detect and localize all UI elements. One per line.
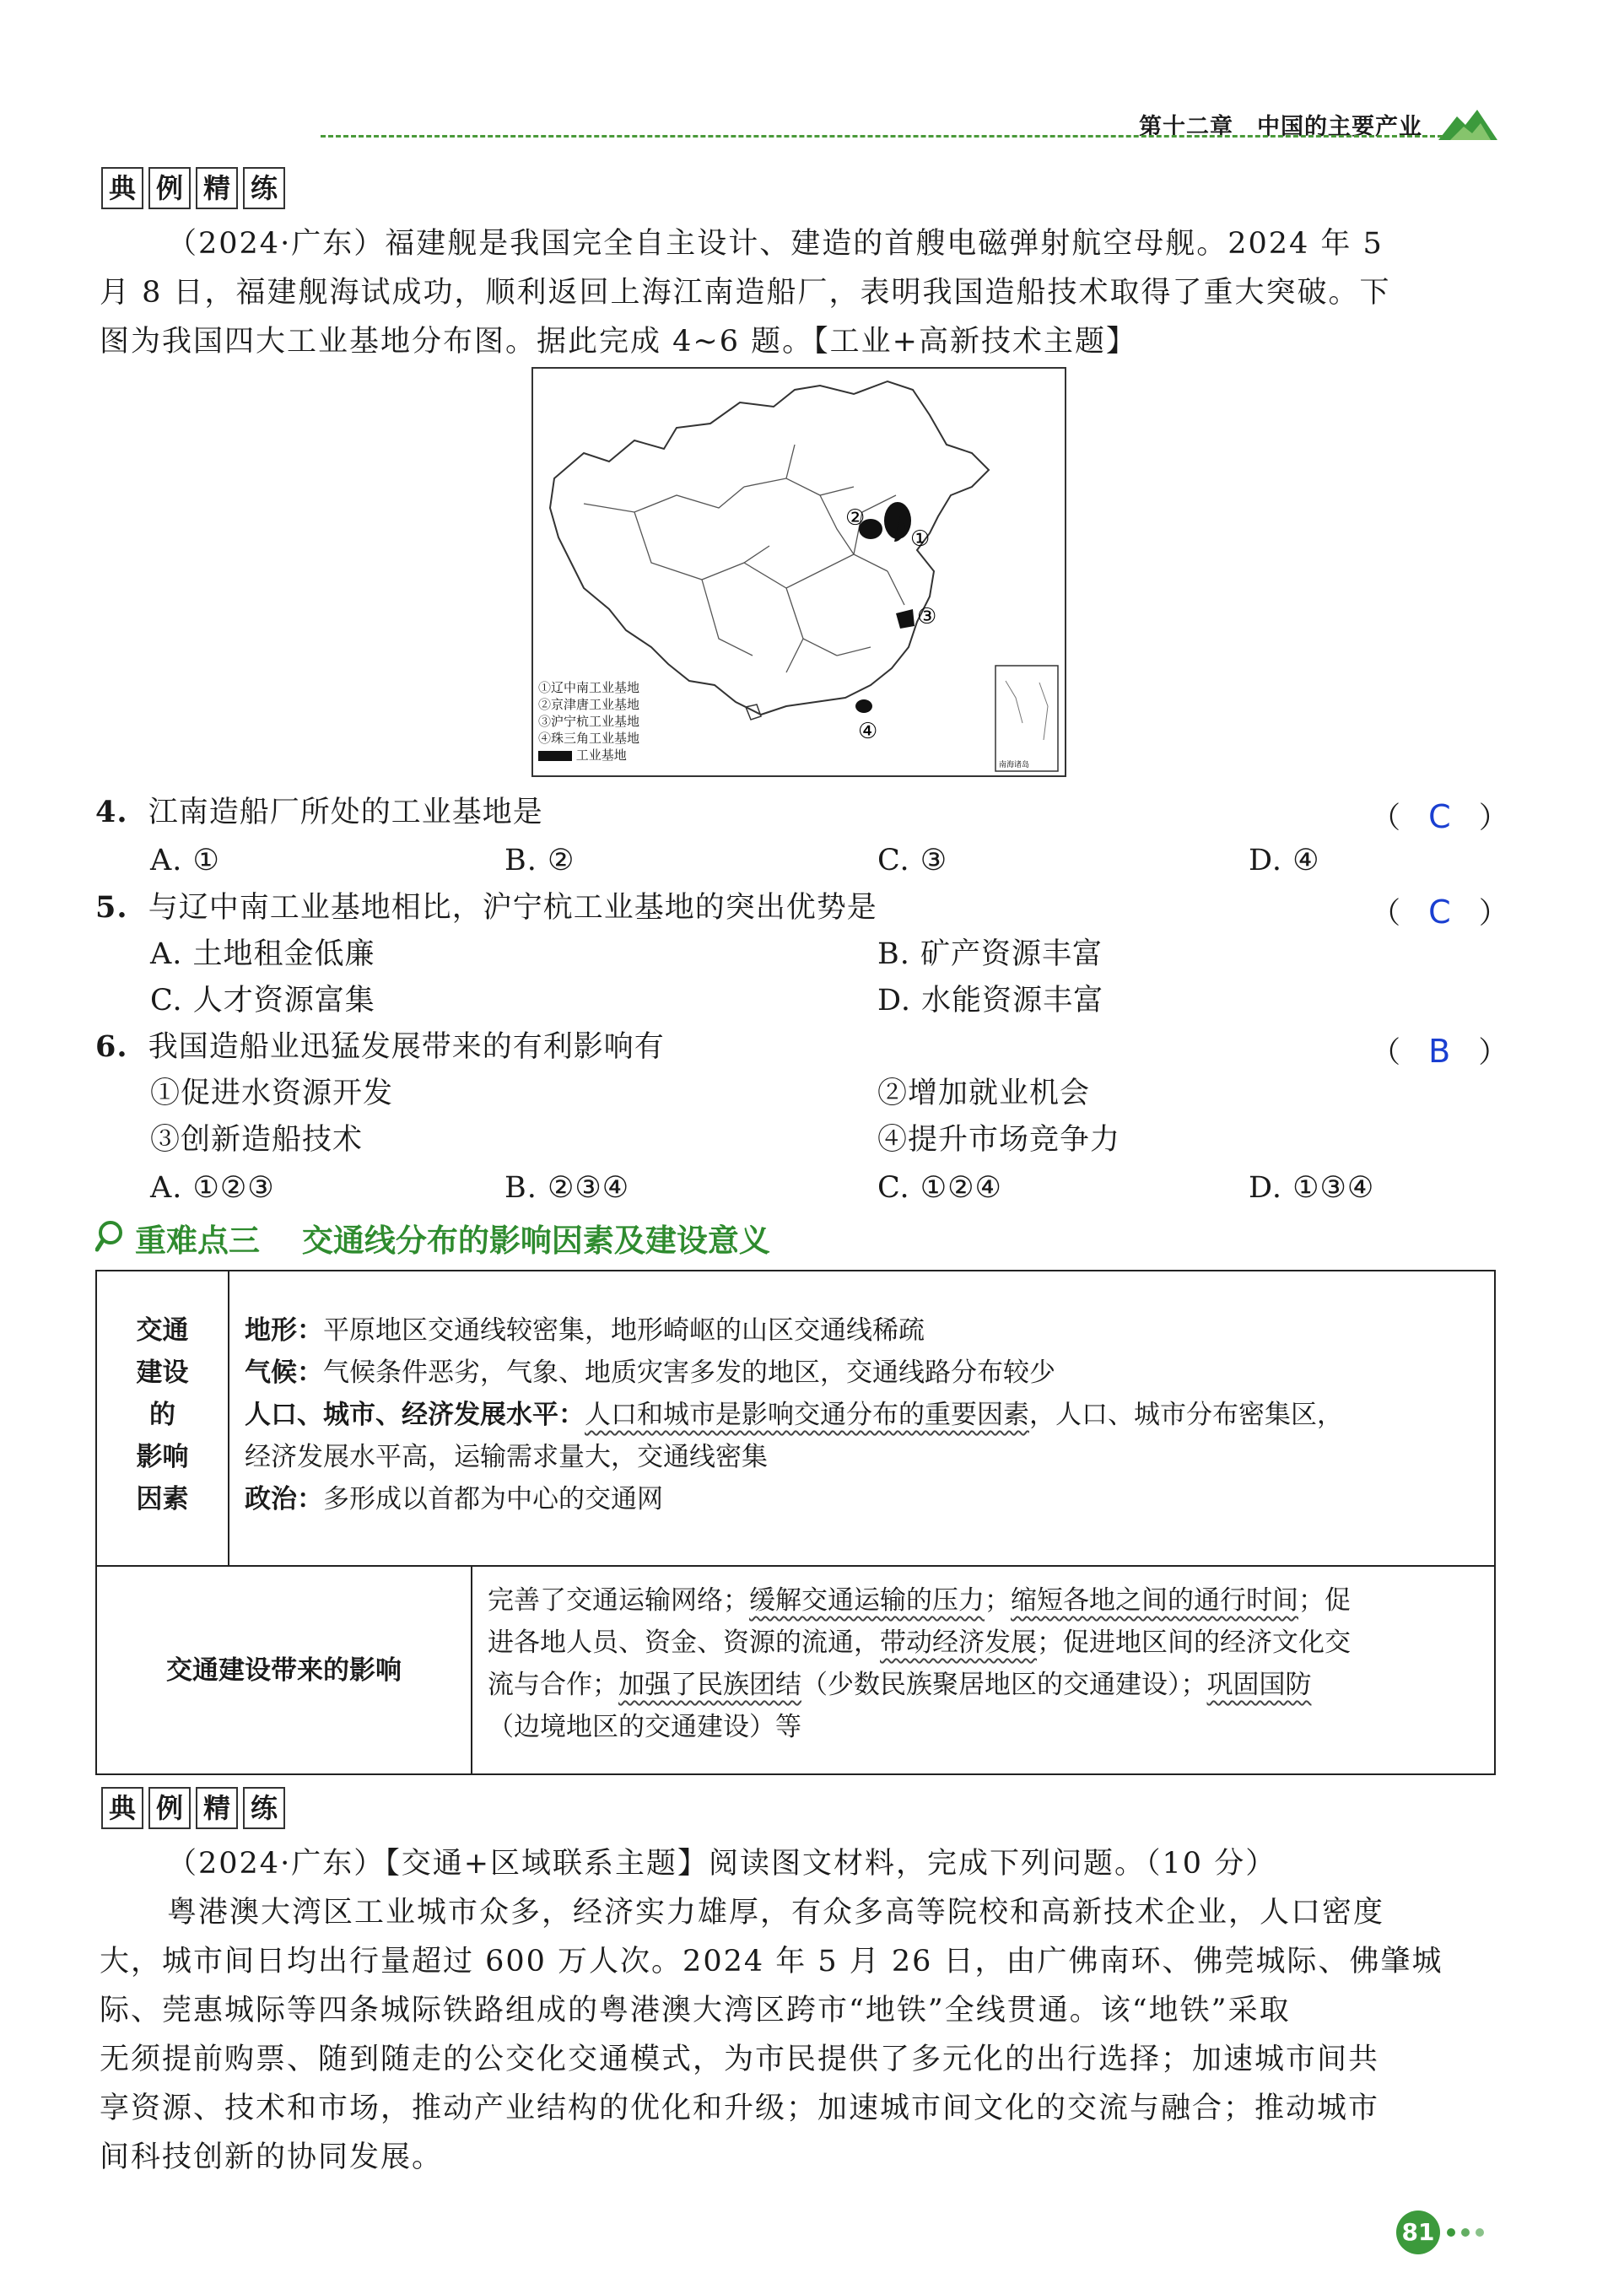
question-4 xyxy=(95,789,543,836)
question-stem: 我国造船业迅猛发展带来的有利影响有 xyxy=(148,1030,665,1064)
material-line: 大，城市间日均出行量超过 600 万人次。2024 年 5 月 26 日，由广佛南环、佛莞城际、佛肇城 xyxy=(100,1945,1443,1978)
answer-value: C xyxy=(1428,893,1451,931)
chapter-header: 第十二章 中国的主要产业 xyxy=(1139,114,1422,140)
china-industrial-base-map xyxy=(531,367,1066,777)
tag-char: 例 xyxy=(148,1787,191,1829)
statement-item: ①促进水资源开发 xyxy=(150,1077,394,1110)
impact-text: 完善了交通运输网络； xyxy=(488,1585,749,1616)
factors-cell xyxy=(245,1309,1485,1520)
industrial-base-markers xyxy=(855,502,915,713)
label-char: 的 xyxy=(149,1400,175,1430)
statement-item: ②增加就业机会 xyxy=(877,1077,1091,1110)
answer-value: C xyxy=(1428,798,1451,835)
material-line: 粤港澳大湾区工业城市众多，经济实力雄厚，有众多高等院校和高新技术企业，人口密度 xyxy=(167,1896,1385,1930)
example-tag-1 xyxy=(101,167,285,209)
page-number: 81 xyxy=(1396,2211,1440,2254)
dot-decoration xyxy=(1447,2228,1455,2237)
magnifier-icon xyxy=(95,1219,124,1253)
factor-label: 气候： xyxy=(245,1358,323,1388)
label-char: 交通 xyxy=(136,1315,189,1346)
legend-item: 工业基地 xyxy=(575,748,627,763)
example1-intro xyxy=(100,219,1500,366)
factor-label: 政治： xyxy=(245,1484,323,1514)
key-point: 巩固国防 xyxy=(1206,1670,1312,1700)
question-number: 6. xyxy=(95,1029,128,1064)
option: C. ③ xyxy=(877,844,948,877)
impact-text: ；促 xyxy=(1298,1585,1351,1616)
option: D. ①③④ xyxy=(1249,1171,1375,1205)
marker-1: ① xyxy=(910,526,931,552)
factor-text: 经济发展水平高，运输需求量大，交通线密集 xyxy=(245,1442,768,1472)
dot-decoration xyxy=(1461,2228,1470,2237)
answer-value: B xyxy=(1428,1033,1451,1070)
option: A. ①②③ xyxy=(150,1171,275,1205)
tag-char: 精 xyxy=(196,167,238,209)
factor-text: 多形成以首都为中心的交通网 xyxy=(323,1484,663,1514)
mountain-icon xyxy=(1438,108,1497,142)
legend-item: ①辽中南工业基地 xyxy=(538,680,640,695)
legend-item: ④珠三角工业基地 xyxy=(538,731,640,746)
example2-heading: （2024·广东）【交通+区域联系主题】阅读图文材料，完成下列问题。（10 分） xyxy=(167,1847,1277,1881)
tag-char: 典 xyxy=(101,167,143,209)
tag-char: 练 xyxy=(243,1787,285,1829)
row1-label xyxy=(97,1309,228,1520)
key-point: 人口和城市是影响交通分布的重要因素 xyxy=(585,1400,1029,1430)
factor-label: 人口、城市、经济发展水平： xyxy=(245,1400,585,1430)
legend-swatch xyxy=(538,751,572,761)
tag-char: 例 xyxy=(148,167,191,209)
dot-decoration xyxy=(1476,2228,1484,2237)
factor-text: 气候条件恶劣，气象、地质灾害多发的地区，交通线路分布较少 xyxy=(323,1358,1055,1388)
material-line: 际、莞惠城际等四条城际铁路组成的粤港澳大湾区跨市“地铁”全线贯通。该“地铁”采取 xyxy=(100,1994,1291,2027)
question-stem: 江南造船厂所处的工业基地是 xyxy=(148,796,543,829)
impact-text: ； xyxy=(985,1585,1011,1616)
intro-line: 月 8 日，福建舰海试成功，顺利返回上海江南造船厂，表明我国造船技术取得了重大突破。下 xyxy=(100,276,1391,310)
intro-line: （2024·广东）福建舰是我国完全自主设计、建造的首艘电磁弹射航空母舰。2024 年 5 xyxy=(167,227,1384,261)
key-point: 缓解交通运输的压力 xyxy=(749,1585,985,1616)
section-title: 重难点三 交通线分布的影响因素及建设意义 xyxy=(135,1223,770,1259)
answer-bracket: （ C ） xyxy=(1371,893,1508,931)
impact-cell xyxy=(488,1579,1483,1748)
option: D. 水能资源丰富 xyxy=(877,984,1104,1018)
impact-text: ；促进地区间的经济文化交 xyxy=(1037,1628,1351,1658)
header-divider xyxy=(321,135,1443,138)
question-5 xyxy=(95,884,877,931)
question-number: 5. xyxy=(95,890,128,925)
factor-text: ，人口、城市分布密集区， xyxy=(1029,1400,1343,1430)
material-line: 无须提前购票、随到随走的公交化交通模式，为市民提供了多元化的出行选择；加速城市间共 xyxy=(100,2043,1380,2076)
impact-text: 流与合作； xyxy=(488,1670,618,1700)
impact-text: （少数民族聚居地区的交通建设）； xyxy=(801,1670,1207,1700)
label-char: 影响 xyxy=(136,1442,189,1472)
transport-factors-table xyxy=(95,1270,1496,1775)
question-number: 4. xyxy=(95,795,128,829)
inset-label: 南海诸岛 xyxy=(999,761,1030,769)
statement-item: ③创新造船技术 xyxy=(150,1123,364,1157)
key-point: 加强了民族团结 xyxy=(618,1670,801,1700)
label-char: 因素 xyxy=(136,1484,189,1514)
option: D. ④ xyxy=(1249,844,1320,877)
impact-text: 进各地人员、资金、资源的流通， xyxy=(488,1628,880,1658)
legend-item: ③沪宁杭工业基地 xyxy=(538,714,640,729)
example2-text xyxy=(100,1839,1500,2182)
tag-char: 精 xyxy=(196,1787,238,1829)
option: B. 矿产资源丰富 xyxy=(877,937,1103,971)
marker-4: ④ xyxy=(858,719,878,744)
option: C. ①②④ xyxy=(877,1171,1002,1205)
option: A. 土地租金低廉 xyxy=(150,937,375,971)
option: B. ② xyxy=(504,844,575,877)
answer-bracket: （ C ） xyxy=(1371,798,1508,835)
row2-label: 交通建设带来的影响 xyxy=(166,1655,402,1686)
tag-char: 练 xyxy=(243,167,285,209)
material-line: 间科技创新的协同发展。 xyxy=(100,2140,444,2174)
question-6 xyxy=(95,1023,665,1071)
impact-text: （边境地区的交通建设）等 xyxy=(488,1712,801,1742)
map-legend xyxy=(538,679,639,764)
intro-line: 图为我国四大工业基地分布图。据此完成 4~6 题。【工业+高新技术主题】 xyxy=(100,325,1137,359)
statement-item: ④提升市场竞争力 xyxy=(877,1123,1121,1157)
factor-label: 地形： xyxy=(245,1315,323,1346)
marker-3: ③ xyxy=(917,604,937,629)
key-point: 缩短各地之间的通行时间 xyxy=(1011,1585,1298,1616)
key-point: 带动经济发展 xyxy=(880,1628,1037,1658)
material-line: 享资源、技术和市场，推动产业结构的优化和升级；加速城市间文化的交流与融合；推动城市 xyxy=(100,2092,1380,2125)
legend-item: ②京津唐工业基地 xyxy=(538,697,640,712)
label-char: 建设 xyxy=(136,1358,189,1388)
example-tag-2 xyxy=(101,1787,285,1829)
tag-char: 典 xyxy=(101,1787,143,1829)
question-stem: 与辽中南工业基地相比，沪宁杭工业基地的突出优势是 xyxy=(148,891,877,925)
south-china-sea-inset xyxy=(995,666,1058,771)
answer-bracket: （ B ） xyxy=(1371,1033,1508,1070)
option: A. ① xyxy=(150,844,220,877)
option: C. 人才资源富集 xyxy=(150,984,375,1018)
marker-2: ② xyxy=(845,505,866,531)
factor-text: 平原地区交通线较密集，地形崎岖的山区交通线稀疏 xyxy=(323,1315,925,1346)
option: B. ②③④ xyxy=(504,1171,630,1205)
